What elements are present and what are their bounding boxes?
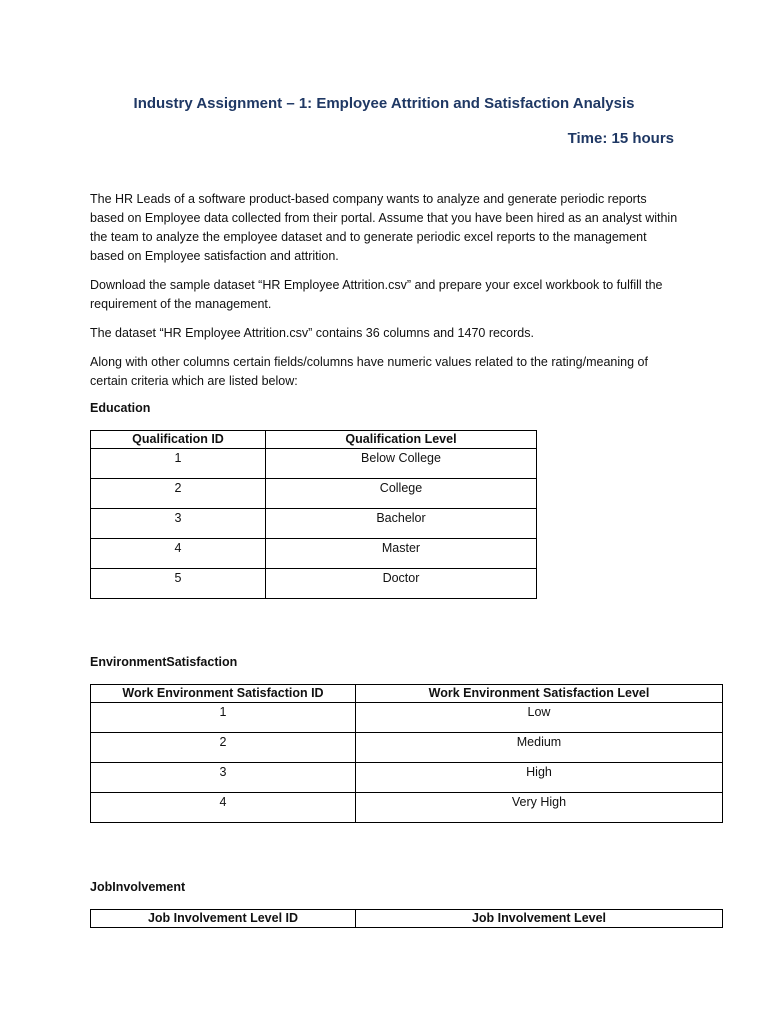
table-cell: 1 — [91, 703, 356, 733]
table-cell: High — [356, 763, 723, 793]
education-heading: Education — [90, 401, 151, 415]
table-header-row — [91, 685, 723, 703]
job-involvement-heading: JobInvolvement — [90, 880, 186, 894]
table-row — [91, 479, 537, 509]
table-cell: 4 — [91, 793, 356, 823]
column-header: Qualification ID — [91, 431, 266, 449]
table-cell: Low — [356, 703, 723, 733]
table-row — [91, 763, 723, 793]
table-cell: 2 — [91, 733, 356, 763]
download-paragraph: Download the sample dataset “HR Employee Attrition.csv” and prepare your excel workbook to fulfill the requirement of the management. — [90, 278, 663, 311]
job-involvement-table — [90, 909, 723, 928]
education-table — [90, 430, 537, 599]
table-cell: 1 — [91, 449, 266, 479]
table-cell: Doctor — [266, 569, 537, 599]
table-cell: Bachelor — [266, 509, 537, 539]
table-cell: 4 — [91, 539, 266, 569]
table-cell: 2 — [91, 479, 266, 509]
table-cell: Very High — [356, 793, 723, 823]
criteria-paragraph: Along with other columns certain fields/columns have numeric values related to the rating/meaning of certain criteria which are listed below: — [90, 355, 648, 388]
column-header: Work Environment Satisfaction ID — [91, 685, 356, 703]
table-row — [91, 449, 537, 479]
environment-satisfaction-table — [90, 684, 723, 823]
table-row — [91, 703, 723, 733]
column-header: Work Environment Satisfaction Level — [356, 685, 723, 703]
intro-paragraph: The HR Leads of a software product-based company wants to analyze and generate periodic reports based on Employee data collected from their portal. Assume that you have been hired as an analyst within the team to analyze the employee dataset and to generate periodic excel reports to the management based on Employee satisfaction and attrition. — [90, 192, 678, 263]
table-header-row — [91, 431, 537, 449]
table-row — [91, 793, 723, 823]
column-header: Qualification Level — [266, 431, 537, 449]
table-row — [91, 569, 537, 599]
table-row — [91, 733, 723, 763]
table-cell: College — [266, 479, 537, 509]
table-cell: 3 — [91, 763, 356, 793]
table-cell: Medium — [356, 733, 723, 763]
table-header-row — [91, 910, 723, 928]
table-cell: Master — [266, 539, 537, 569]
dataset-paragraph: The dataset “HR Employee Attrition.csv” contains 36 columns and 1470 records. — [90, 326, 534, 340]
table-cell: 3 — [91, 509, 266, 539]
table-row — [91, 539, 537, 569]
table-cell: 5 — [91, 569, 266, 599]
column-header: Job Involvement Level ID — [91, 910, 356, 928]
table-cell: Below College — [266, 449, 537, 479]
environment-heading: EnvironmentSatisfaction — [90, 655, 238, 669]
time-estimate: Time: 15 hours — [567, 130, 674, 147]
document-title: Industry Assignment – 1: Employee Attrition and Satisfaction Analysis — [133, 95, 635, 112]
table-row — [91, 509, 537, 539]
column-header: Job Involvement Level — [356, 910, 723, 928]
